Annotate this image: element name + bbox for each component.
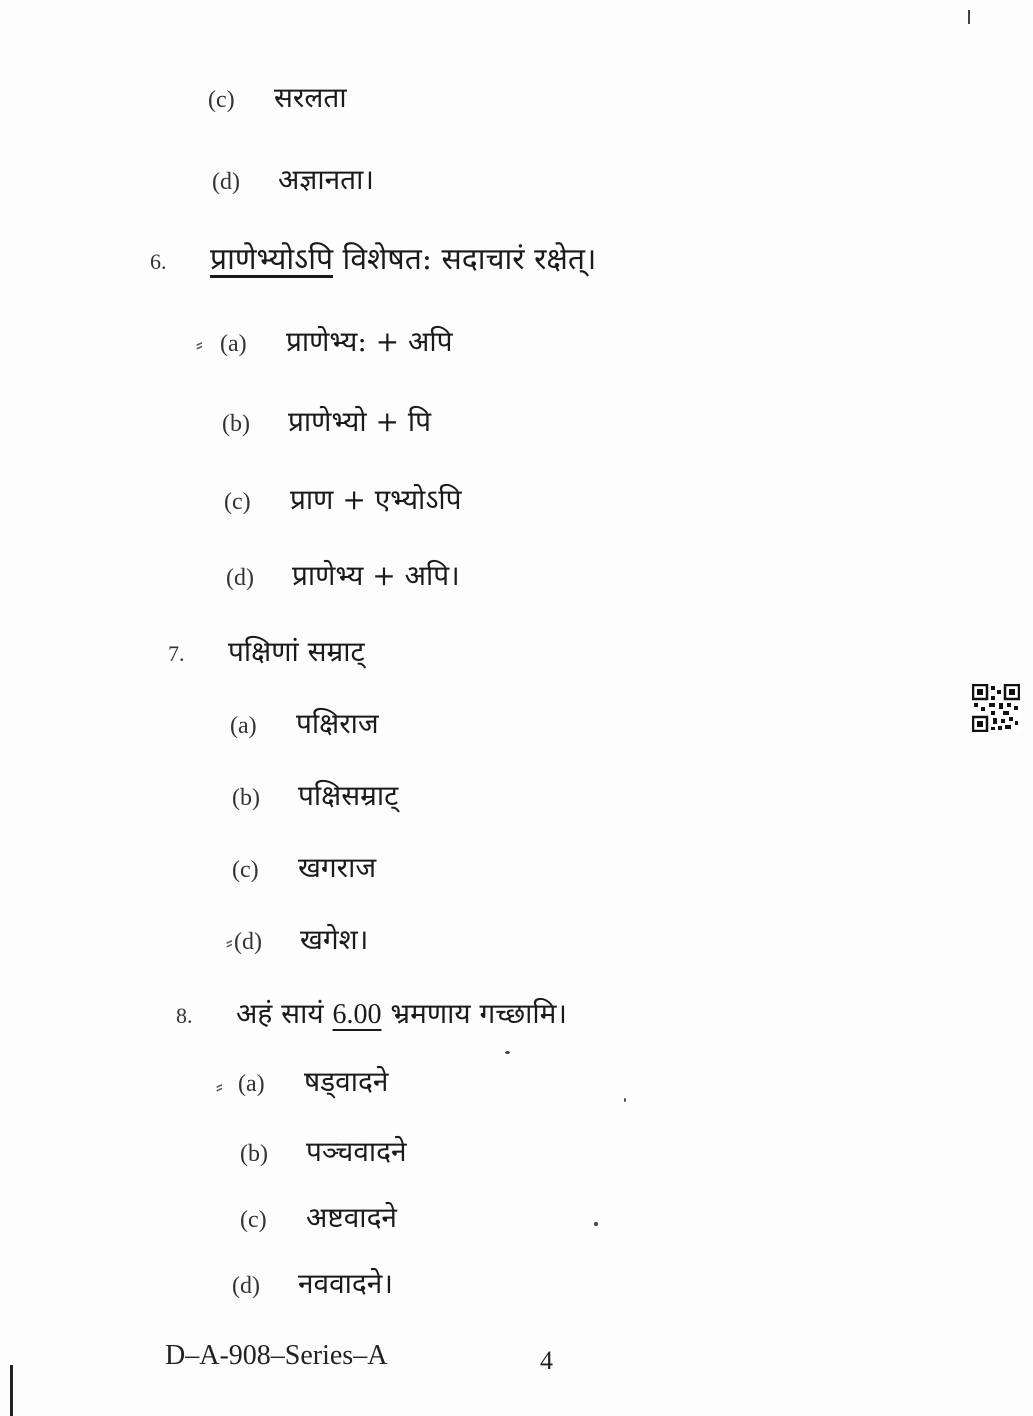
option-d-q-prev [212,162,374,200]
option-text: पक्षिराज [296,707,379,740]
question-8-option-c [240,1200,397,1238]
underlined-word: प्राणेभ्योऽपि [210,242,333,277]
option-label: (c) [224,489,251,515]
option-label: (c) [208,87,235,113]
qr-code-icon [972,684,1020,732]
question-6-stem [150,242,596,280]
question-text-after: भ्रमणाय गच्छामि। [390,997,568,1030]
question-8-option-a [238,1064,388,1102]
page-number: 4 [540,1346,553,1375]
option-label: (b) [232,785,260,811]
scan-speck [594,1222,598,1226]
option-label: (d) [234,929,262,955]
scan-edge-mark [10,1365,13,1416]
question-7-option-d [234,922,368,960]
question-8-option-b [240,1134,407,1172]
question-text: पक्षिणां सम्राट् [228,635,365,668]
question-6-option-a [220,324,453,362]
question-6-option-b [222,404,431,442]
option-label: (a) [220,331,247,357]
question-6-option-c [224,482,462,520]
option-text: प्राणेभ्यो + पि [288,405,431,438]
option-label: (c) [240,1207,267,1233]
option-label: (d) [232,1273,260,1299]
tick-mark: ⸗ [196,332,203,356]
option-text: खगेश। [300,923,369,956]
option-label: (c) [232,857,259,883]
option-label: (b) [222,411,250,437]
question-7-option-b [232,778,398,816]
scan-mark [968,10,970,24]
option-text: अज्ञानता। [278,163,374,196]
option-text: पञ्चवादने [306,1135,407,1168]
question-number: 6. [150,249,167,274]
question-7-option-a [230,706,379,744]
option-text: सरलता [274,81,347,114]
option-text: प्राण + एभ्योऽपि [290,483,462,516]
question-6-option-d [226,558,460,596]
tick-mark: ⸗ [226,930,233,954]
tick-mark: ⸗ [216,1074,223,1098]
question-text-before: अहं सायं [236,997,324,1030]
question-number: 7. [168,641,185,666]
option-text: पक्षिसम्राट् [298,779,399,812]
question-number: 8. [176,1003,193,1028]
paper-code: D–A-908–Series–A [165,1340,388,1371]
option-label: (b) [240,1141,268,1167]
question-8-option-d [232,1266,393,1304]
question-8-stem [176,996,567,1034]
option-text: नववादने। [298,1267,393,1300]
option-label: (a) [238,1071,265,1097]
option-text: प्राणेभ्य + अपि। [292,559,460,592]
question-7-option-c [232,850,376,888]
option-text: षड्वादने [304,1065,389,1098]
question-text: विशेषत: सदाचारं रक्षेत्। [342,242,597,277]
option-c-q-prev [208,80,347,118]
option-label: (d) [226,565,254,591]
option-label: (a) [230,713,257,739]
question-7-stem [168,634,365,672]
option-text: खगराज [298,851,377,884]
scan-speck [624,1098,626,1102]
option-text: अष्टवादने [306,1201,397,1234]
scan-speck [505,1051,510,1054]
option-label: (d) [212,169,240,195]
underlined-time: 6.00 [332,999,382,1030]
option-text: प्राणेभ्य: + अपि [286,325,453,358]
